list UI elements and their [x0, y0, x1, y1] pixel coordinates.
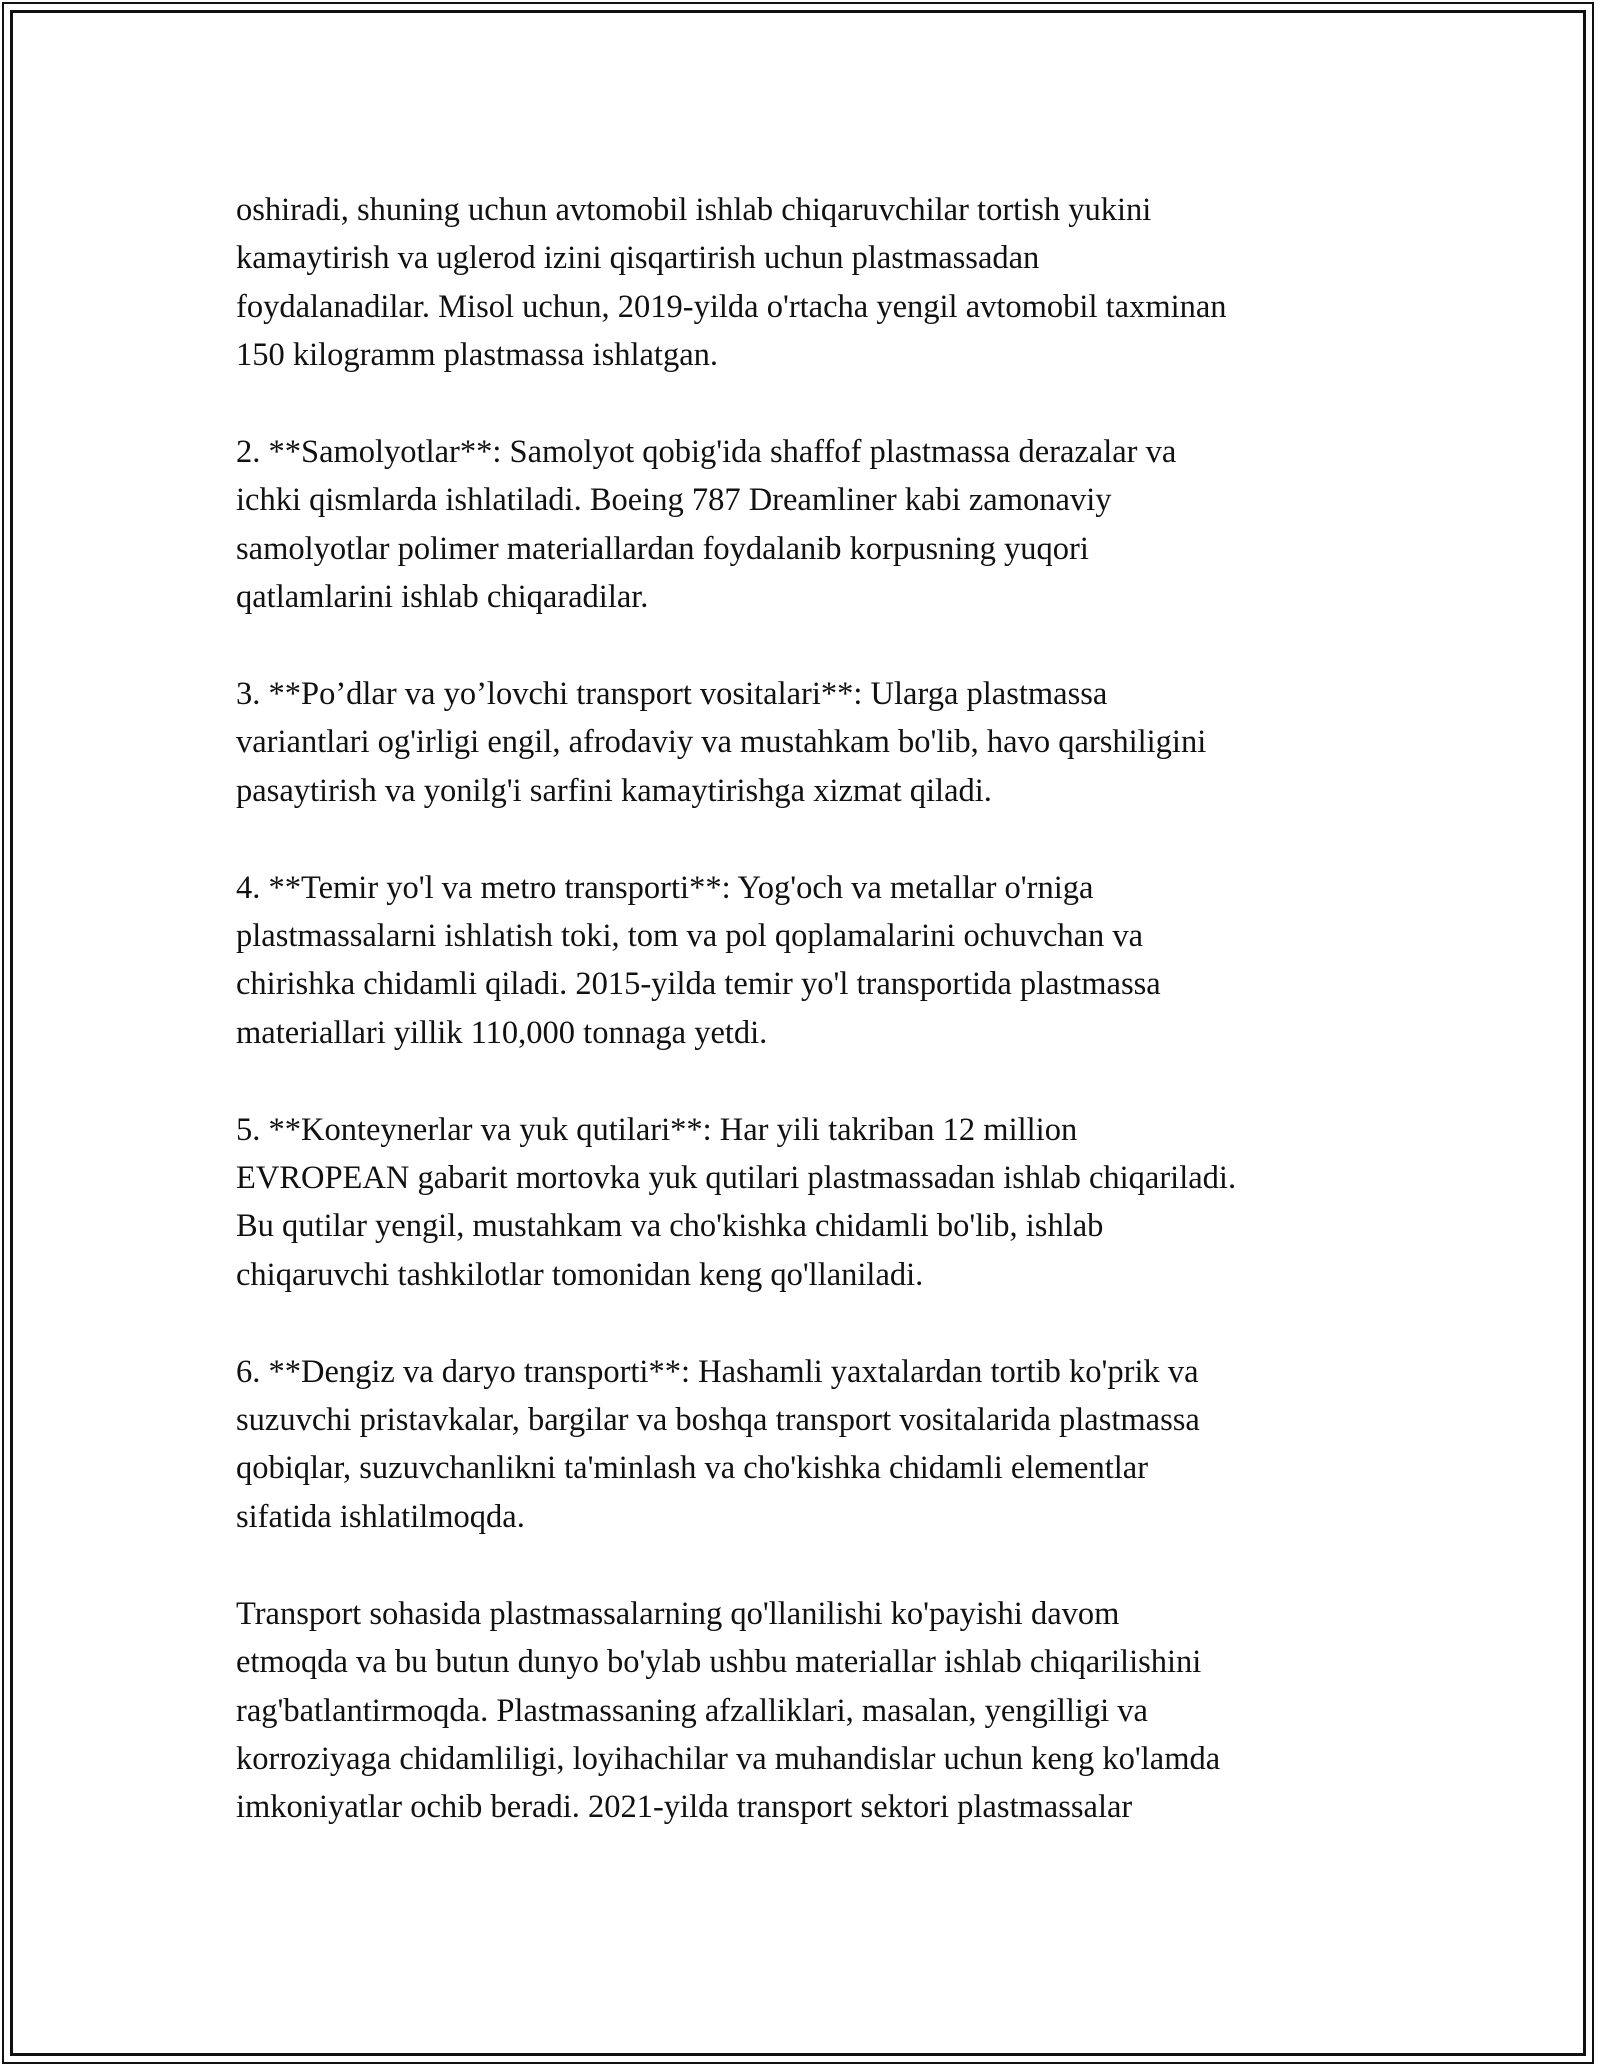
document-body — [236, 186, 1386, 1880]
text-line: 6. **Dengiz va daryo transporti**: Hashamli yaxtalardan tortib ko'prik va — [236, 1353, 1199, 1390]
text-line: chirishka chidamli qiladi. 2015-yilda temir yo'l transportida plastmassa — [236, 966, 1161, 1003]
paragraph-conclusion — [236, 1590, 1386, 1832]
list-item-aircraft — [236, 428, 1386, 622]
text-line: Transport sohasida plastmassalarning qo'llanilishi ko'payishi davom — [236, 1595, 1120, 1632]
list-item-containers — [236, 1106, 1386, 1300]
list-item-passenger-vehicles — [236, 670, 1386, 815]
text-line: 4. **Temir yo'l va metro transporti**: Yog'och va metallar o'rniga — [236, 869, 1094, 906]
text-line: etmoqda va bu butun dunyo bo'ylab ushbu materiallar ishlab chiqarilishini — [236, 1644, 1202, 1681]
text-line: suzuvchi pristavkalar, bargilar va boshqa transport vositalarida plastmassa — [236, 1402, 1200, 1439]
text-line: variantlari og'irligi engil, afrodaviy va mustahkam bo'lib, havo qarshiligini — [236, 724, 1207, 761]
text-line: 2. **Samolyotlar**: Samolyot qobig'ida shaffof plastmassa derazalar va — [236, 434, 1177, 471]
list-item-rail-metro — [236, 864, 1386, 1058]
text-line: chiqaruvchi tashkilotlar tomonidan keng qo'llaniladi. — [236, 1256, 924, 1293]
text-line: plastmassalarni ishlatish toki, tom va pol qoplamalarini ochuvchan va — [236, 918, 1144, 955]
text-line: samolyotlar polimer materiallardan foydalanib korpusning yuqori — [236, 530, 1089, 567]
text-line: 5. **Konteynerlar va yuk qutilari**: Har yili takriban 12 million — [236, 1111, 1078, 1148]
text-line: rag'batlantirmoqda. Plastmassaning afzalliklari, masalan, yengilligi va — [236, 1692, 1148, 1729]
text-line: qobiqlar, suzuvchanlikni ta'minlash va cho'kishka chidamli elementlar — [236, 1450, 1149, 1487]
text-line: kamaytirish va uglerod izini qisqartirish uchun plastmassadan — [236, 240, 1040, 277]
text-line: materiallari yillik 110,000 tonnaga yetdi. — [236, 1014, 768, 1051]
text-line: imkoniyatlar ochib beradi. 2021-yilda transport sektori plastmassalar — [236, 1789, 1133, 1826]
text-line: 3. **Po’dlar va yo’lovchi transport vositalari**: Ularga plastmassa — [236, 676, 1108, 713]
text-line: 150 kilogramm plastmassa ishlatgan. — [236, 337, 719, 374]
text-line: Bu qutilar yengil, mustahkam va cho'kishka chidamli bo'lib, ishlab — [236, 1208, 1104, 1245]
paragraph-car-plastics — [236, 186, 1386, 380]
text-line: korroziyaga chidamliligi, loyihachilar va muhandislar uchun keng ko'lamda — [236, 1740, 1221, 1777]
text-line: ichki qismlarda ishlatiladi. Boeing 787 Dreamliner kabi zamonaviy — [236, 482, 1112, 519]
text-line: EVROPEAN gabarit mortovka yuk qutilari plastmassadan ishlab chiqariladi. — [236, 1160, 1237, 1197]
text-line: sifatida ishlatilmoqda. — [236, 1498, 525, 1535]
list-item-marine-river — [236, 1348, 1386, 1542]
text-line: qatlamlarini ishlab chiqaradilar. — [236, 579, 649, 616]
text-line: foydalanadilar. Misol uchun, 2019-yilda o'rtacha yengil avtomobil taxminan — [236, 288, 1227, 325]
text-line: pasaytirish va yonilg'i sarfini kamaytirishga xizmat qiladi. — [236, 772, 992, 809]
text-line: oshiradi, shuning uchun avtomobil ishlab chiqaruvchilar tortish yukini — [236, 192, 1152, 228]
